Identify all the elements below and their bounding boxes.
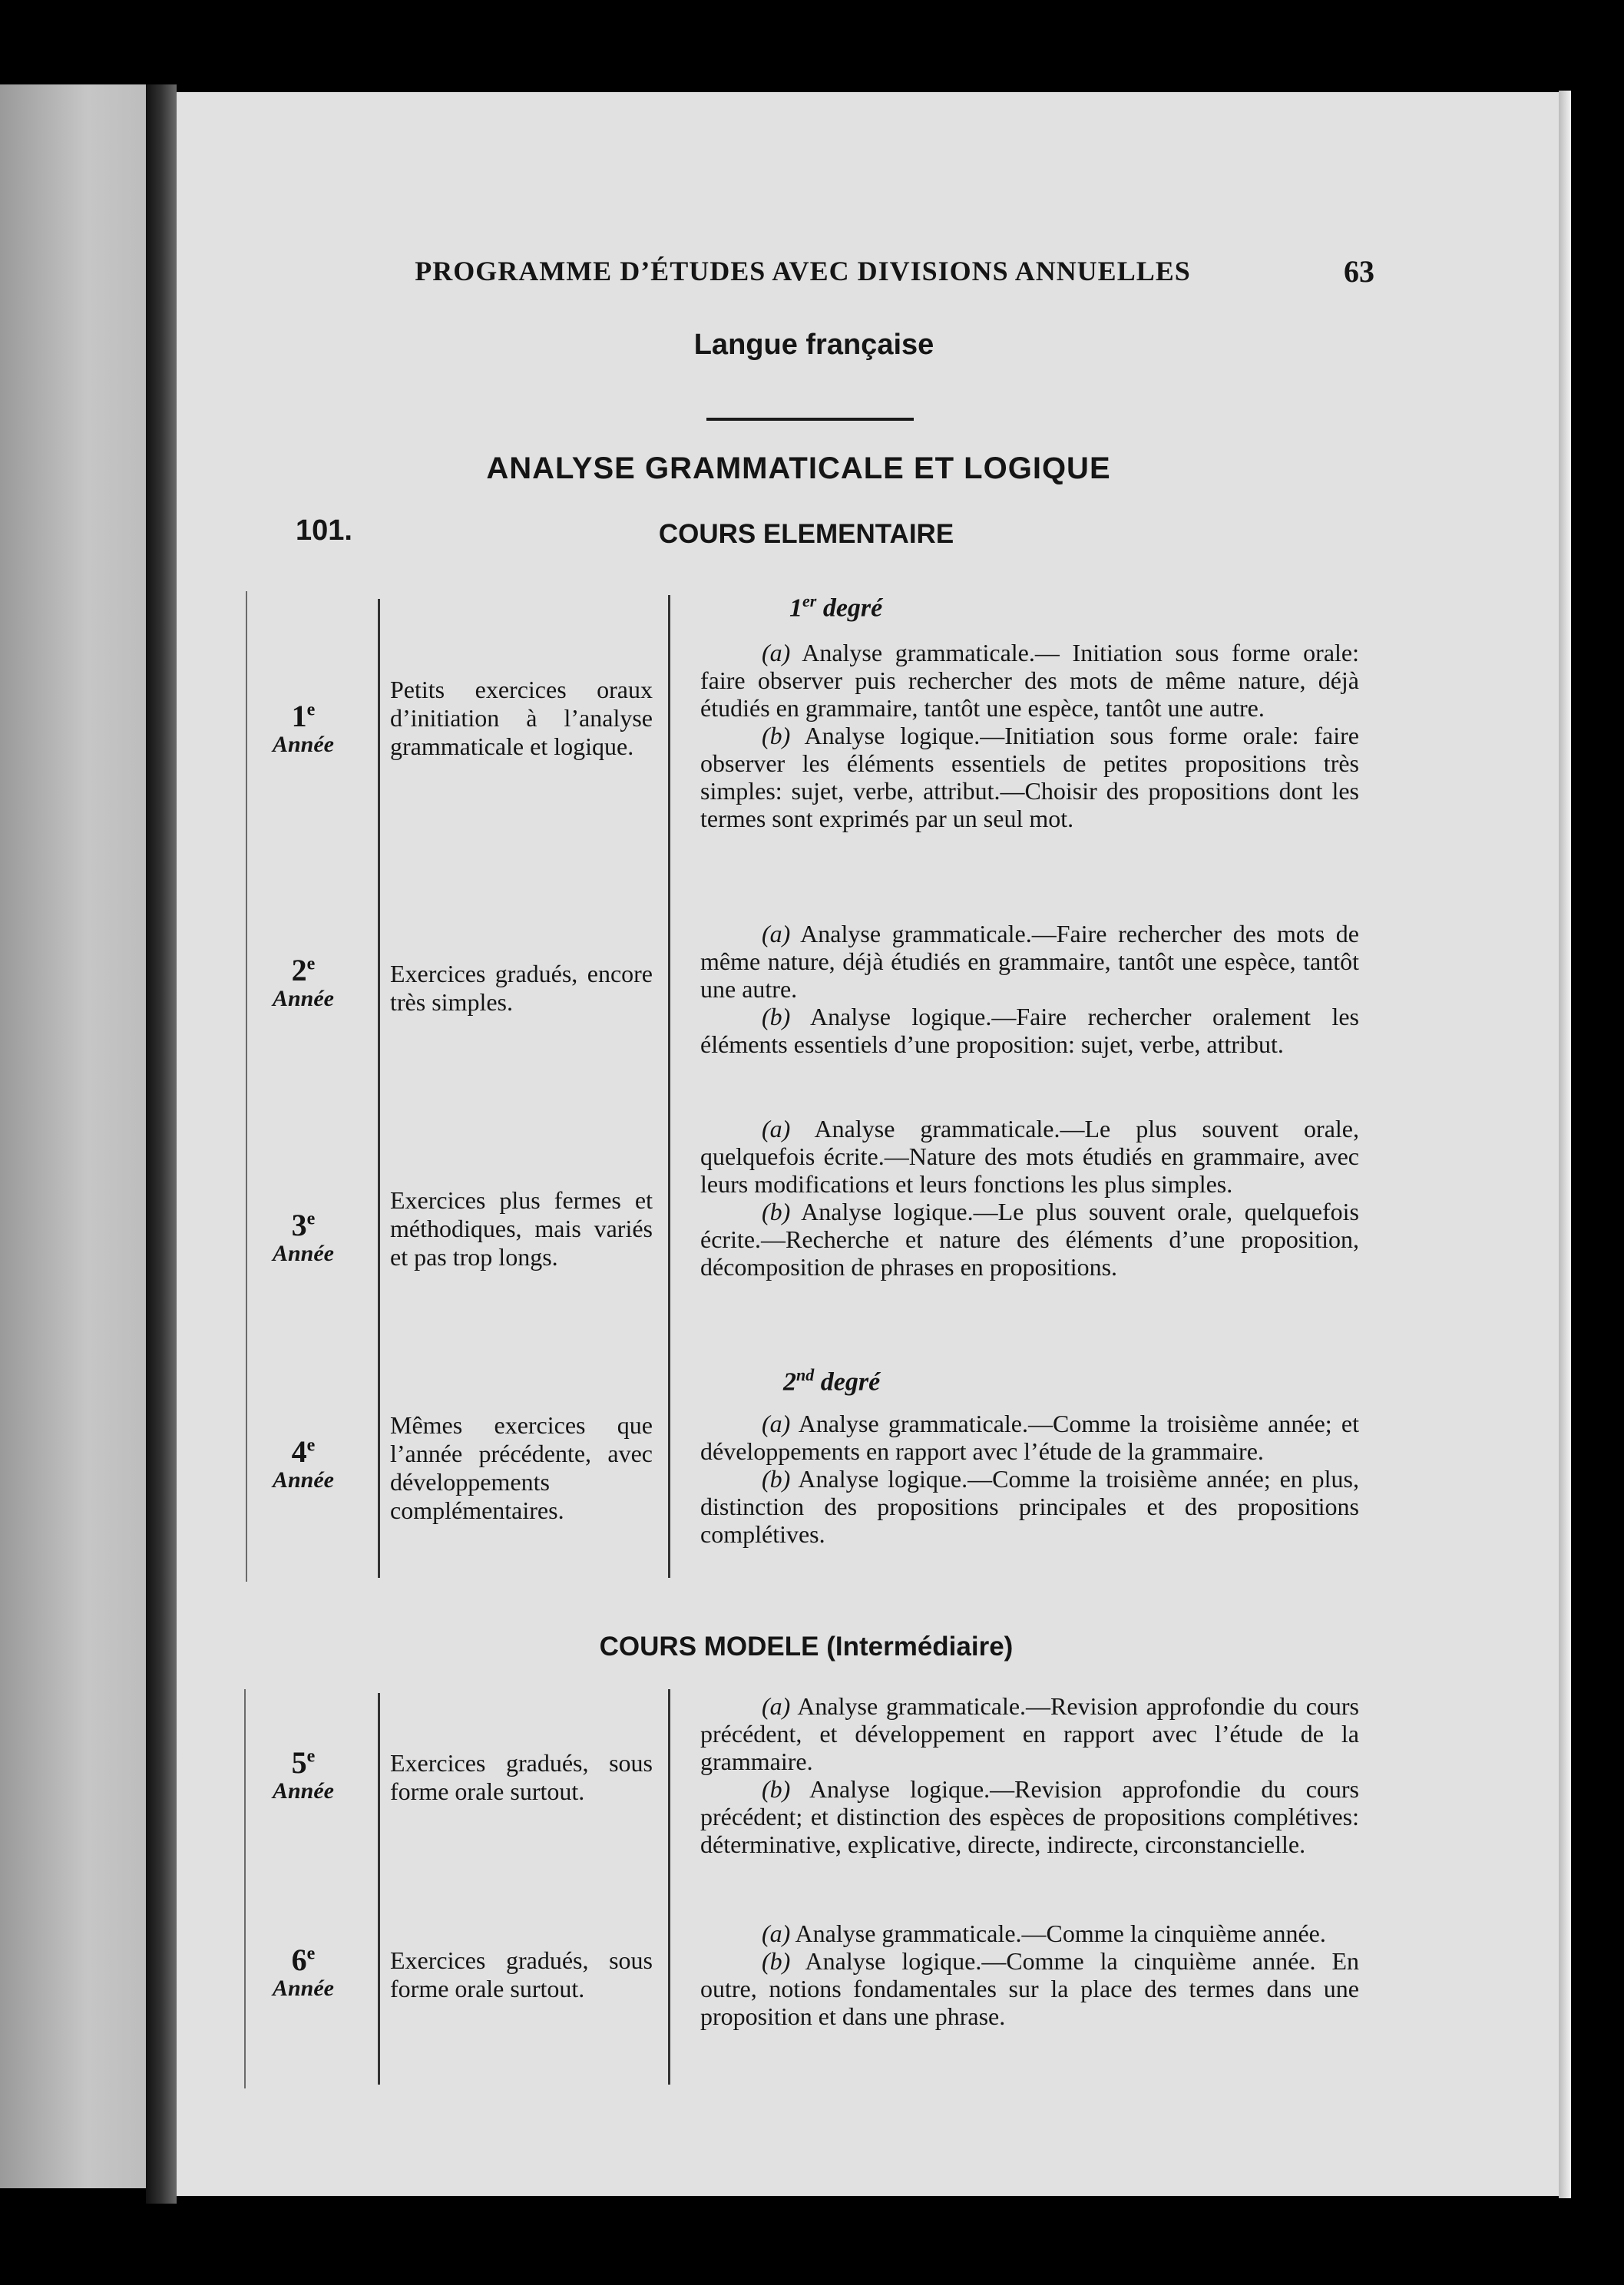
degree-suffix: er: [802, 591, 817, 610]
label-a: (a): [762, 920, 791, 947]
table-rule-right: [668, 1689, 670, 2085]
exercise-text: Exercices plus fermes et méthodiques, mais variés et pas trop longs.: [390, 1186, 653, 1271]
page-number: 63: [1344, 254, 1374, 289]
degree-suffix: nd: [796, 1365, 815, 1384]
section-heading-modele: COURS MODELE (Intermédiaire): [599, 1632, 1014, 1662]
text-a: Analyse grammaticale.—Le plus souvent orale, quelquefois écrite.—Nature des mots étudiés en grammaire, avec leurs modifications et leurs fonctions les plus simples.: [700, 1115, 1360, 1198]
row-description: [700, 1692, 1359, 1858]
year-number: 1e: [291, 699, 316, 733]
degree-number: 1: [789, 594, 802, 623]
paragraph-grammaticale: [700, 1410, 1359, 1465]
label-a: (a): [762, 1920, 791, 1947]
year-word: Année: [272, 1241, 334, 1266]
exercise-text: Mêmes exercices que l’année précédente, avec développements complémentaires.: [390, 1411, 653, 1524]
subject-title: Langue française: [693, 329, 934, 361]
table-rule-middle: [378, 1693, 380, 2085]
text-a: Analyse grammaticale.—Revision approfondie du cours précédent, et développement en rapport avec l’étude de la grammaire.: [700, 1692, 1360, 1775]
paragraph-logique: [700, 1775, 1359, 1858]
text-b: Analyse logique.—Faire rechercher oralement les éléments essentiels d’une proposition: sujet, verbe, attribut.: [700, 1003, 1360, 1058]
label-a: (a): [762, 639, 791, 666]
paragraph-logique: [700, 1947, 1359, 2030]
text-a: Analyse grammaticale.—Comme la cinquième année.: [795, 1920, 1326, 1947]
page-right-edge: [1559, 91, 1571, 2198]
year-label: [250, 1747, 357, 1804]
title-rule: [706, 418, 914, 421]
label-a: (a): [762, 1410, 791, 1437]
paragraph-logique: [700, 1198, 1359, 1281]
degree-word: degré: [822, 594, 883, 623]
year-label: [250, 954, 357, 1011]
row-description: [700, 1920, 1359, 2030]
year-label: [250, 1436, 357, 1493]
paragraph-grammaticale: [700, 1115, 1359, 1198]
paragraph-logique: [700, 1465, 1359, 1548]
label-b: (b): [762, 722, 791, 749]
label-b: (b): [762, 1003, 791, 1030]
paragraph-logique: [700, 1003, 1359, 1058]
paragraph-grammaticale: [700, 639, 1359, 722]
year-number: 5e: [291, 1745, 316, 1780]
exercise-text: Exercices gradués, sous forme orale surtout.: [390, 1946, 653, 2002]
year-label: [250, 700, 357, 757]
label-a: (a): [762, 1692, 791, 1720]
year-word: Année: [272, 1467, 334, 1493]
year-number: 6e: [291, 1943, 316, 1977]
label-a: (a): [762, 1115, 791, 1142]
book-binding: [146, 84, 177, 2204]
degree-heading-first: [789, 591, 882, 623]
exercise-text: Exercices gradués, encore très simples.: [390, 960, 653, 1016]
row-description: [700, 639, 1359, 832]
degree-heading-second: [783, 1365, 880, 1397]
year-word: Année: [272, 1976, 334, 2001]
year-number: 3e: [291, 1208, 316, 1242]
text-a: Analyse grammaticale.— Initiation sous forme orale: faire observer puis rechercher des mots de même nature, déjà étudiés en grammaire, tantôt une espèce, tantôt une autre.: [700, 639, 1360, 722]
main-heading: ANALYSE GRAMMATICALE ET LOGIQUE: [486, 451, 1111, 485]
text-b: Analyse logique.—Comme la cinquième année. En outre, notions fondamentales sur la place des termes dans une proposition et dans une phrase.: [700, 1947, 1360, 2030]
paragraph-logique: [700, 722, 1359, 832]
year-word: Année: [272, 986, 334, 1011]
text-b: Analyse logique.—Revision approfondie du cours précédent; et distinction des espèces de propositions complétives: déterminative, explicative, directe, indirecte, circonstancielle.: [700, 1775, 1360, 1858]
running-head: PROGRAMME D’ÉTUDES AVEC DIVISIONS ANNUELLES: [415, 256, 1191, 286]
degree-word: degré: [820, 1367, 881, 1397]
year-word: Année: [272, 732, 334, 757]
label-b: (b): [762, 1198, 791, 1225]
table-rule-left: [244, 1689, 246, 2088]
year-word: Année: [272, 1778, 334, 1804]
row-description: [700, 920, 1359, 1058]
section-heading-elementaire: COURS ELEMENTAIRE: [658, 519, 954, 549]
year-number: 4e: [291, 1434, 316, 1469]
degree-number: 2: [783, 1367, 796, 1397]
text-b: Analyse logique.—Comme la troisième année; en plus, distinction des propositions principales et des propositions complétives.: [700, 1465, 1360, 1548]
exercise-text: Petits exercices oraux d’initiation à l’analyse grammaticale et logique.: [390, 676, 653, 760]
year-label: [250, 1944, 357, 2001]
table-rule-left: [246, 591, 247, 1582]
table-rule-middle: [378, 599, 380, 1578]
year-label: [250, 1209, 357, 1266]
label-b: (b): [762, 1775, 791, 1803]
paragraph-grammaticale: [700, 1692, 1359, 1775]
exercise-text: Exercices gradués, sous forme orale surtout.: [390, 1749, 653, 1805]
row-description: [700, 1115, 1359, 1281]
facing-page-edge: [0, 84, 146, 2188]
text-a: Analyse grammaticale.—Comme la troisième année; et développements en rapport avec l’étude de la grammaire.: [700, 1410, 1360, 1465]
label-b: (b): [762, 1465, 791, 1493]
paragraph-grammaticale: [700, 1920, 1359, 1947]
text-b: Analyse logique.—Initiation sous forme orale: faire observer les éléments essentiels de petites propositions très simples: sujet, verbe, attribut.—Choisir des propositions dont les termes sont exprimés par un seul mot.: [700, 722, 1359, 832]
year-number: 2e: [291, 953, 316, 987]
text-a: Analyse grammaticale.—Faire rechercher des mots de même nature, déjà étudiés en grammaire, tantôt une espèce, tantôt une autre.: [700, 920, 1360, 1003]
text-b: Analyse logique.—Le plus souvent orale, quelquefois écrite.—Recherche et nature des éléments d’une proposition, décomposition de phrases en propositions.: [700, 1198, 1360, 1281]
label-b: (b): [762, 1947, 791, 1975]
table-rule-right: [668, 595, 670, 1578]
row-description: [700, 1410, 1359, 1548]
paragraph-grammaticale: [700, 920, 1359, 1003]
section-number: 101.: [296, 514, 352, 547]
